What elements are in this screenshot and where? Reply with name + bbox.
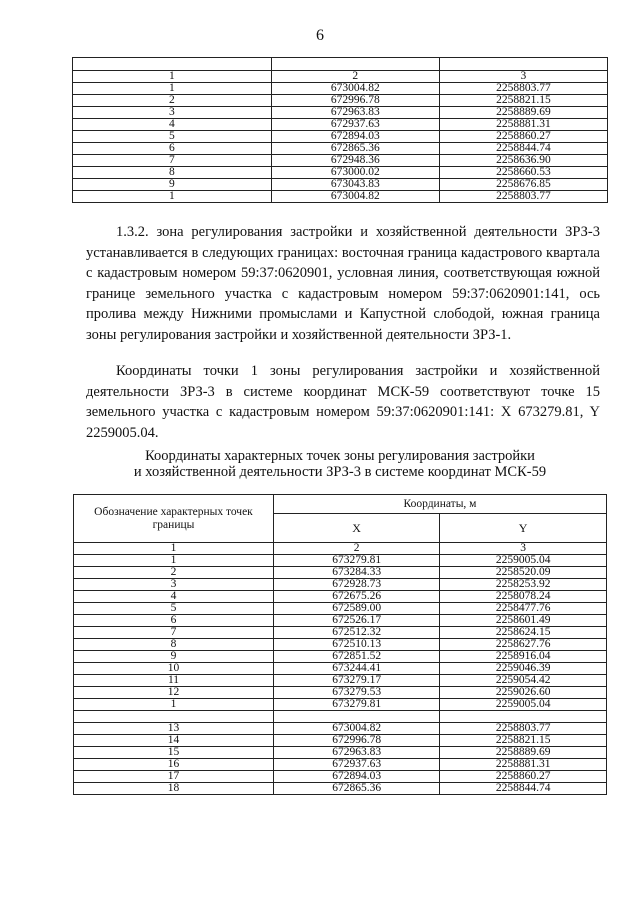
table-cell: 2258803.77: [440, 723, 607, 735]
table-cell: 2258520.09: [440, 567, 607, 579]
table-cell: 673043.83: [271, 179, 439, 191]
table-numbering-row: [74, 543, 607, 555]
table-row: [73, 95, 608, 107]
table-row: [74, 771, 607, 783]
table-cell: 673279.53: [273, 687, 439, 699]
table-header-row: [74, 495, 607, 514]
table-cell: 1: [74, 555, 274, 567]
table-cell: 2259026.60: [440, 687, 607, 699]
table-cell: 673279.81: [273, 699, 439, 711]
table-cell: 1: [73, 71, 272, 83]
table-cell: 2258881.31: [439, 119, 607, 131]
table-cell: 7: [74, 627, 274, 639]
table-row: [73, 107, 608, 119]
table-cell: 17: [74, 771, 274, 783]
table-cell: 2259054.42: [440, 675, 607, 687]
table-cell: 1: [74, 699, 274, 711]
table-cell: 2258636.90: [439, 155, 607, 167]
table-cell: 672928.73: [273, 579, 439, 591]
table-cell: 2258860.27: [439, 131, 607, 143]
table-cell: 673004.82: [271, 191, 439, 203]
table-cell: 2: [273, 543, 439, 555]
table-cell: 8: [74, 639, 274, 651]
table-row: [74, 615, 607, 627]
table-cell: 13: [74, 723, 274, 735]
table-cell: 672865.36: [271, 143, 439, 155]
table-row: [74, 663, 607, 675]
table-cell: 2258821.15: [439, 95, 607, 107]
table-row: [73, 167, 608, 179]
table-row: [74, 555, 607, 567]
table-cell: 2258916.04: [440, 651, 607, 663]
table-cell: 16: [74, 759, 274, 771]
table-row: [74, 627, 607, 639]
table-cell: [73, 58, 272, 71]
table-cell: 672675.26: [273, 591, 439, 603]
table-row: [74, 687, 607, 699]
point-designation-header: Обозначение характерных точек границы: [74, 495, 274, 543]
table-cell: 672526.17: [273, 615, 439, 627]
table-numbering-row: [73, 71, 608, 83]
table-row: [73, 179, 608, 191]
table-cell: 2258253.92: [440, 579, 607, 591]
table-blank-header-row: [73, 58, 608, 71]
table-cell: 2: [74, 567, 274, 579]
table-cell: 672894.03: [271, 131, 439, 143]
zrz3-coordinates-table: [73, 494, 607, 795]
table-row: [74, 651, 607, 663]
table-cell: 672894.03: [273, 771, 439, 783]
table-cell: 672512.32: [273, 627, 439, 639]
table-cell: 672851.52: [273, 651, 439, 663]
table-cell: 14: [74, 735, 274, 747]
table-cell: 672937.63: [271, 119, 439, 131]
x-header: X: [273, 514, 439, 543]
table-cell: 12: [74, 687, 274, 699]
table-cell: 5: [74, 603, 274, 615]
table-row: [74, 675, 607, 687]
table-cell: 4: [73, 119, 272, 131]
table-cell: [439, 58, 607, 71]
table-cell: 5: [73, 131, 272, 143]
table-spacer-row: [74, 711, 607, 723]
table-cell: 2258889.69: [440, 747, 607, 759]
table-cell: 2258881.31: [440, 759, 607, 771]
table-cell: 672963.83: [271, 107, 439, 119]
table-cell: 2258477.76: [440, 603, 607, 615]
table-cell: 11: [74, 675, 274, 687]
table-cell: 673279.81: [273, 555, 439, 567]
table-cell: 8: [73, 167, 272, 179]
table-row: [73, 143, 608, 155]
table-row: [74, 579, 607, 591]
table-cell: 2258860.27: [440, 771, 607, 783]
table-cell: 3: [73, 107, 272, 119]
table-cell: 2258624.15: [440, 627, 607, 639]
table-cell: [440, 711, 607, 723]
table-row: [74, 735, 607, 747]
table-row: [73, 83, 608, 95]
table-cell: 673004.82: [273, 723, 439, 735]
table-row: [74, 603, 607, 615]
table-cell: 2258676.85: [439, 179, 607, 191]
table-cell: 2258078.24: [440, 591, 607, 603]
table-row: [73, 119, 608, 131]
table-cell: 9: [74, 651, 274, 663]
table-row: [73, 131, 608, 143]
table-cell: 672589.00: [273, 603, 439, 615]
coordinates-paragraph: Координаты точки 1 зоны регулирования застройки и хозяйственной деятельности ЗРЗ-3 в системе координат МСК-59 соответствуют точке 15 земельного участка с кадастровым номером 59:37:0620901:141: X 673279.81, Y 2259005.04.: [86, 363, 600, 441]
table-title: [70, 448, 610, 480]
table-cell: 2: [73, 95, 272, 107]
table-cell: 2258803.77: [439, 83, 607, 95]
table-cell: 4: [74, 591, 274, 603]
table-cell: [273, 711, 439, 723]
table-row: [74, 723, 607, 735]
table-cell: 6: [74, 615, 274, 627]
table-cell: 15: [74, 747, 274, 759]
table-row: [74, 783, 607, 795]
continued-coordinates-table: [72, 57, 608, 203]
table-cell: 2258660.53: [439, 167, 607, 179]
table-cell: 2258803.77: [439, 191, 607, 203]
table-cell: 3: [439, 71, 607, 83]
table-cell: 2258601.49: [440, 615, 607, 627]
table-cell: 2258889.69: [439, 107, 607, 119]
table-cell: 1: [73, 83, 272, 95]
table-cell: 672996.78: [271, 95, 439, 107]
section-paragraph: 1.3.2. зона регулирования застройки и хозяйственной деятельности ЗРЗ-3 устанавливается в следующих границах: восточная граница кадастрового квартала с кадастровым номером 59:37:0620901, условная линия, соответствующая южной границе земельного участка с кадастровым номером 59:37:0620901:141, ось пролива между Нижними промыслами и Капустной слободой, южная граница зоны регулирования застройки и хозяйственной деятельности ЗРЗ-1.: [86, 224, 600, 343]
table-cell: 1: [73, 191, 272, 203]
table-cell: 672865.36: [273, 783, 439, 795]
table-cell: 7: [73, 155, 272, 167]
table-cell: 673284.33: [273, 567, 439, 579]
table-row: [73, 191, 608, 203]
table-cell: 2258844.74: [439, 143, 607, 155]
table-cell: 672948.36: [271, 155, 439, 167]
table-cell: 2: [271, 71, 439, 83]
table-cell: 673004.82: [271, 83, 439, 95]
table-cell: 3: [74, 579, 274, 591]
table-title-line: и хозяйственной деятельности ЗРЗ-3 в системе координат МСК-59: [133, 464, 547, 480]
table-cell: 1: [74, 543, 274, 555]
table-row: [74, 591, 607, 603]
table-cell: 672937.63: [273, 759, 439, 771]
table-cell: 18: [74, 783, 274, 795]
table-cell: 9: [73, 179, 272, 191]
table-cell: 673279.17: [273, 675, 439, 687]
table-cell: 672510.13: [273, 639, 439, 651]
table-cell: 2259005.04: [440, 699, 607, 711]
y-header: Y: [440, 514, 607, 543]
table-cell: [271, 58, 439, 71]
table-cell: 2259046.39: [440, 663, 607, 675]
page-number: 6: [316, 27, 324, 44]
table-title-line: Координаты характерных точек зоны регулирования застройки: [145, 448, 535, 464]
table-row: [74, 759, 607, 771]
table-cell: [74, 711, 274, 723]
table-cell: 2258844.74: [440, 783, 607, 795]
table-cell: 672996.78: [273, 735, 439, 747]
table-cell: 672963.83: [273, 747, 439, 759]
table-cell: 673000.02: [271, 167, 439, 179]
table-row: [74, 639, 607, 651]
table-row: [74, 699, 607, 711]
table-row: [73, 155, 608, 167]
table-cell: 6: [73, 143, 272, 155]
table-cell: 673244.41: [273, 663, 439, 675]
table-cell: 2258821.15: [440, 735, 607, 747]
table-row: [74, 567, 607, 579]
coordinates-header: Координаты, м: [273, 495, 606, 514]
table-row: [74, 747, 607, 759]
table-cell: 2258627.76: [440, 639, 607, 651]
table-cell: 2259005.04: [440, 555, 607, 567]
table-cell: 10: [74, 663, 274, 675]
table-cell: 3: [440, 543, 607, 555]
